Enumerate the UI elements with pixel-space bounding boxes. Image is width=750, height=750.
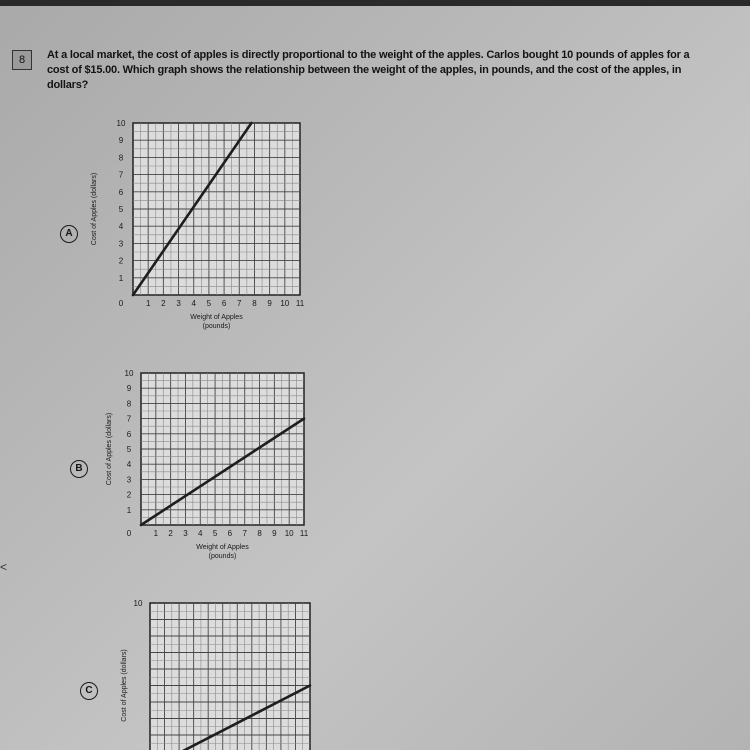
graph-option-c: [110, 585, 330, 750]
x-tick-label: 9: [267, 299, 272, 308]
y-axis-label: Cost of Apples (dollars): [121, 649, 128, 722]
x-tick-label: 10: [284, 529, 294, 538]
x-tick-label: 6: [227, 529, 233, 538]
y-tick-label: 7: [118, 170, 124, 180]
y-tick-label: 9: [118, 136, 124, 146]
graph-option-a: [80, 110, 320, 355]
x-tick-label: 7: [242, 529, 247, 538]
x-tick-label: 2: [161, 299, 166, 308]
x-tick-label: 9: [272, 529, 277, 538]
x-tick-label: 10: [280, 299, 290, 308]
y-tick-label: 3: [118, 239, 124, 249]
y-tick-label: 10: [133, 599, 143, 608]
x-tick-label: 6: [221, 299, 227, 308]
option-c-radio[interactable]: C: [80, 682, 98, 700]
y-tick-label: 9: [126, 384, 132, 394]
x-tick-label: 5: [212, 529, 218, 538]
x-tick-label: 7: [237, 299, 242, 308]
y-tick-label: 10: [124, 369, 134, 378]
x-axis-label: Weight of Apples: [196, 544, 249, 551]
option-a-radio[interactable]: A: [60, 225, 78, 243]
y-axis-label: Cost of Apples (dollars): [106, 412, 113, 486]
y-tick-label: 6: [126, 429, 132, 439]
x-tick-label: 11: [299, 529, 309, 538]
x-axis-label-unit: (pounds): [202, 323, 231, 330]
y-tick-label: 2: [126, 490, 132, 500]
x-tick-label: 5: [206, 299, 212, 308]
y-tick-label: 8: [118, 153, 124, 163]
y-tick-label: 7: [126, 414, 132, 424]
y-tick-label: 4: [118, 222, 124, 232]
x-tick-label: 2: [168, 529, 173, 538]
y-tick-label: 10: [116, 119, 126, 128]
y-tick-label: 5: [118, 205, 124, 214]
x-tick-label: 4: [191, 299, 196, 308]
x-tick-label: 11: [295, 299, 305, 308]
y-tick-label: 5: [126, 445, 132, 454]
option-b-radio[interactable]: B: [70, 460, 88, 478]
x-tick-label: 3: [176, 299, 181, 308]
x-tick-label: 0: [126, 529, 132, 538]
question-number: 8: [12, 50, 32, 70]
y-tick-label: 6: [118, 187, 124, 197]
y-tick-label: 1: [126, 505, 132, 515]
x-tick-label: 8: [257, 529, 262, 538]
x-tick-label: 1: [145, 299, 151, 308]
y-tick-label: 1: [118, 273, 124, 283]
x-tick-label: 4: [198, 529, 203, 538]
x-axis-label-unit: (pounds): [208, 553, 237, 560]
x-tick-label: 0: [118, 299, 124, 308]
x-tick-label: 8: [252, 299, 257, 308]
y-tick-label: 3: [126, 475, 132, 485]
y-axis-label: Cost of Apples (dollars): [91, 172, 98, 246]
question-text: At a local market, the cost of apples is directly proportional to the weight of the apples. Carlos bought 10 pounds of apples for a cost of $15.00. Which graph shows the relationship between the weight of the apples, in pounds, and the cost of the apples, in dollars?: [47, 49, 690, 91]
graph-option-b: [95, 355, 325, 575]
edge-mark: <: [0, 560, 8, 574]
top-bar: [0, 0, 750, 6]
y-tick-label: 8: [126, 399, 132, 409]
y-tick-label: 4: [126, 460, 132, 470]
x-axis-label: Weight of Apples: [190, 314, 243, 321]
x-tick-label: 3: [183, 529, 188, 538]
x-tick-label: 1: [153, 529, 159, 538]
y-tick-label: 2: [118, 256, 124, 266]
